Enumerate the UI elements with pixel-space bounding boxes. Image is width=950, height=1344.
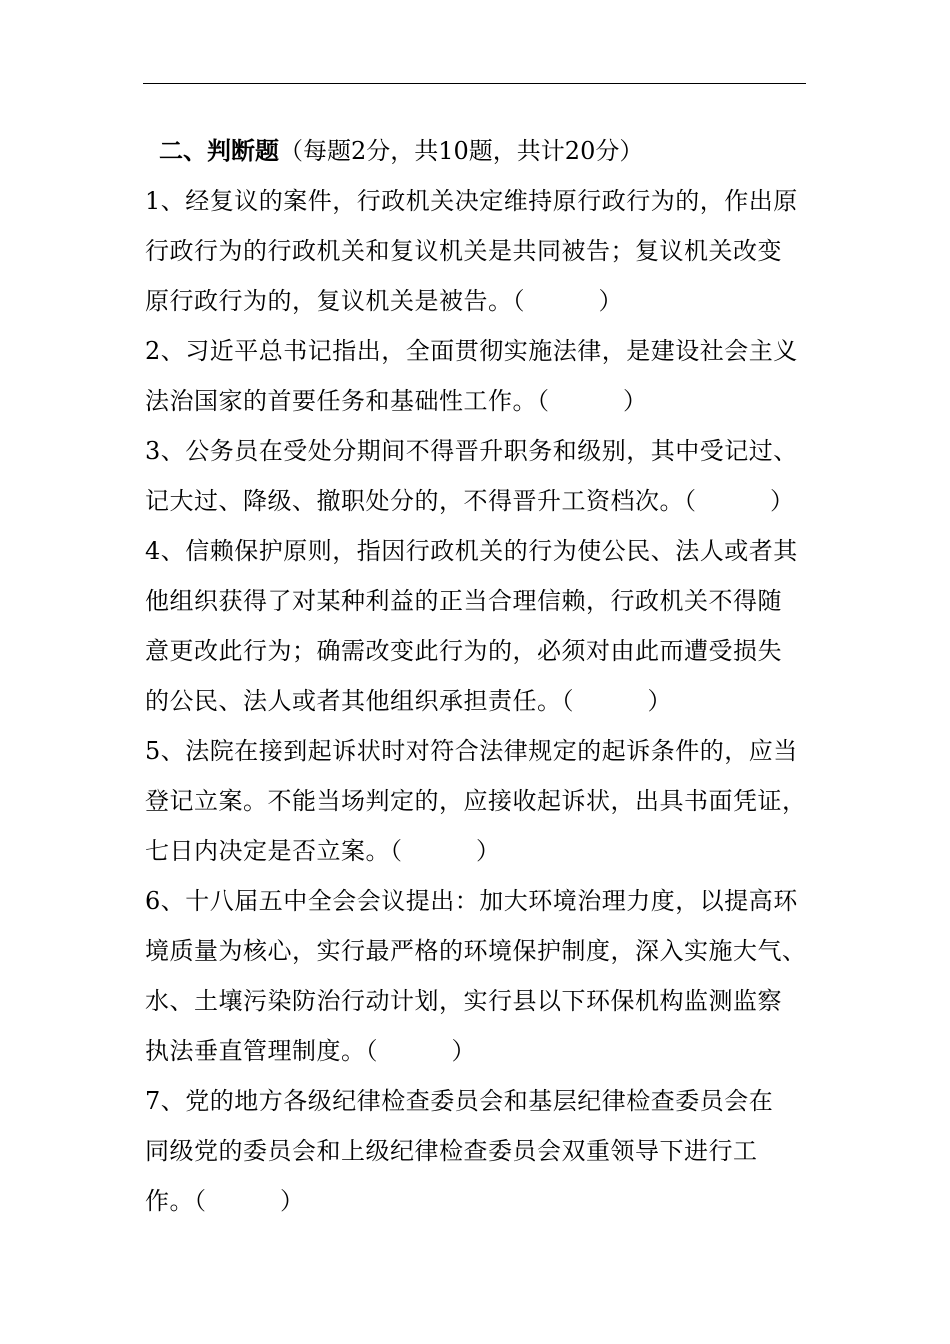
question-line: 执法垂直管理制度。（ ） xyxy=(145,1037,476,1065)
question-line: 行政行为的行政机关和复议机关是共同被告；复议机关改变 xyxy=(145,237,782,265)
question-line: 七日内决定是否立案。（ ） xyxy=(145,837,501,865)
question-4 xyxy=(145,526,810,726)
section-title: 二、判断题 xyxy=(159,137,279,165)
section-heading xyxy=(145,126,810,176)
question-line: 的公民、法人或者其他组织承担责任。（ ） xyxy=(145,687,672,715)
question-line: 4、信赖保护原则，指因行政机关的行为使公民、法人或者其 xyxy=(145,537,798,565)
question-line: 7、党的地方各级纪律检查委员会和基层纪律检查委员会在 xyxy=(145,1087,774,1115)
question-3 xyxy=(145,426,810,526)
question-line: 3、公务员在受处分期间不得晋升职务和级别，其中受记过、 xyxy=(145,437,798,465)
document-content xyxy=(145,126,810,1226)
section-note: （每题2分，共10题，共计20分） xyxy=(279,137,644,165)
question-7 xyxy=(145,1076,810,1226)
question-5 xyxy=(145,726,810,876)
question-line: 他组织获得了对某种利益的正当合理信赖，行政机关不得随 xyxy=(145,587,782,615)
question-line: 境质量为核心，实行最严格的环境保护制度，深入实施大气、 xyxy=(145,937,807,965)
question-line: 1、经复议的案件，行政机关决定维持原行政行为的，作出原 xyxy=(145,187,798,215)
question-line: 意更改此行为；确需改变此行为的，必须对由此而遭受损失 xyxy=(145,637,782,665)
question-1 xyxy=(145,176,810,326)
question-line: 记大过、降级、撤职处分的，不得晋升工资档次。（ ） xyxy=(145,487,795,515)
question-6 xyxy=(145,876,810,1076)
question-line: 6、十八届五中全会会议提出：加大环境治理力度，以提高环 xyxy=(145,887,798,915)
question-line: 同级党的委员会和上级纪律检查委员会双重领导下进行工 xyxy=(145,1137,758,1165)
question-2 xyxy=(145,326,810,426)
question-line: 法治国家的首要任务和基础性工作。（ ） xyxy=(145,387,648,415)
question-line: 5、法院在接到起诉状时对符合法律规定的起诉条件的，应当 xyxy=(145,737,798,765)
header-rule xyxy=(143,83,806,84)
question-line: 作。（ ） xyxy=(145,1187,305,1215)
question-line: 原行政行为的，复议机关是被告。（ ） xyxy=(145,287,623,315)
question-line: 2、习近平总书记指出，全面贯彻实施法律，是建设社会主义 xyxy=(145,337,798,365)
question-line: 水、土壤污染防治行动计划，实行县以下环保机构监测监察 xyxy=(145,987,782,1015)
question-line: 登记立案。不能当场判定的，应接收起诉状，出具书面凭证， xyxy=(145,787,807,815)
